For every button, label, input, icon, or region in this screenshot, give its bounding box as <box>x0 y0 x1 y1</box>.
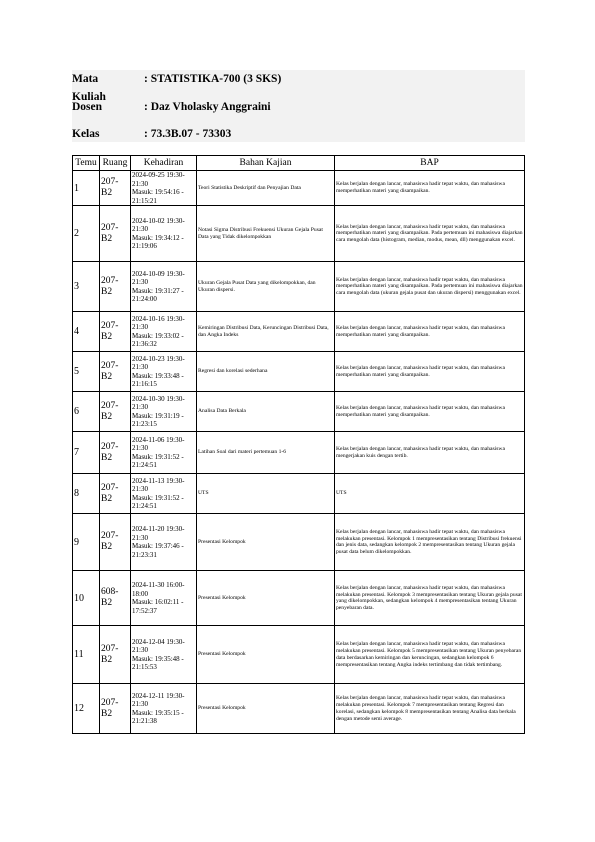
table-row <box>73 626 525 684</box>
bap-cell: Kelas berjalan dengan lancar, mahasiswa hadir tepat waktu, dan mahasiswa memperhatikan materi yang disampaikan. <box>335 352 525 392</box>
room-cell: 207-B2 <box>100 392 131 432</box>
header-kehadiran: Kehadiran <box>131 156 197 171</box>
checkin-text: Masuk: 19:31:52 - 21:24:51 <box>132 452 184 470</box>
meeting-number: 9 <box>73 514 100 571</box>
meeting-number: 12 <box>73 684 100 734</box>
table-row <box>73 206 525 262</box>
header-bahan-kajian: Bahan Kajian <box>197 156 335 171</box>
course-value: : STATISTIKA-700 (3 SKS) <box>144 73 282 85</box>
schedule-text: 2024-09-25 19:30-21:30 <box>132 171 185 188</box>
attendance-cell <box>131 262 197 312</box>
attendance-cell <box>131 474 197 514</box>
bap-cell: Kelas berjalan dengan lancar, mahasiswa hadir tepat waktu, dan mahasiswa mengerjakan kuis dengan tertib. <box>335 432 525 474</box>
class-label: Kelas <box>72 128 100 140</box>
attendance-cell <box>131 206 197 262</box>
checkin-text: Masuk: 19:37:46 - 21:23:31 <box>132 542 184 559</box>
meeting-number: 4 <box>73 312 100 352</box>
lecturer-value: : Daz Vholasky Anggraini <box>144 101 271 113</box>
class-value: : 73.3B.07 - 73303 <box>144 128 232 140</box>
attendance-cell <box>131 684 197 734</box>
checkin-text: Masuk: 19:33:48 - 21:16:15 <box>132 371 184 389</box>
bap-cell: Kelas berjalan dengan lancar, mahasiswa hadir tepat waktu, dan mahasiswa melakukan presentasi. Kelompok 5 mempresentasikan tentang Ukuran penyebaran data berdasarkan kemiringan dan keruncingan, sedangkan kelompok 6 mempresentasikan tentang Angka indeks tertimbang dan tidak tertimbang. <box>335 626 525 684</box>
schedule-text: 2024-10-09 19:30-21:30 <box>132 269 185 287</box>
meeting-number: 5 <box>73 352 100 392</box>
schedule-text: 2024-10-02 19:30-21:30 <box>132 216 185 234</box>
course-info-panel <box>72 70 525 142</box>
bap-cell: UTS <box>335 474 525 514</box>
schedule-text: 2024-12-11 19:30-21:30 <box>132 691 185 709</box>
schedule-text: 2024-11-20 19:30-21:30 <box>132 525 185 542</box>
room-cell: 207-B2 <box>100 312 131 352</box>
schedule-text: 2024-11-13 19:30-21:30 <box>132 476 185 494</box>
topic-cell: Latihan Soal dari materi pertemuan 1-6 <box>197 432 335 474</box>
table-header-row <box>73 156 525 171</box>
table-row <box>73 684 525 734</box>
table-row <box>73 514 525 571</box>
checkin-text: Masuk: 19:33:02 - 21:36:32 <box>132 331 184 349</box>
schedule-text: 2024-10-23 19:30-21:30 <box>132 354 185 372</box>
bap-cell: Kelas berjalan dengan lancar, mahasiswa hadir tepat waktu, dan mahasiswa memperhatikan materi yang disampaikan. <box>335 392 525 432</box>
attendance-cell <box>131 171 197 206</box>
topic-cell: Teori Statistika Deskriptif dan Penyajian Data <box>197 171 335 206</box>
header-bap: BAP <box>335 156 525 171</box>
table-row <box>73 171 525 206</box>
lecturer-label: Dosen <box>72 101 103 113</box>
bap-cell: Kelas berjalan dengan lancar, mahasiswa hadir tepat waktu, dan mahasiswa melakukan presentasi. Kelompok 7 mempresentasikan tentang Regresi dan korelasi, sedangkan kelompok 8 mempresentasikan tentang Analisa data berkala dengan metode semi average. <box>335 684 525 734</box>
checkin-text: Masuk: 16:02:11 - 17:52:37 <box>132 598 184 615</box>
meeting-number: 7 <box>73 432 100 474</box>
checkin-text: Masuk: 19:31:52 - 21:24:51 <box>132 493 184 511</box>
schedule-text: 2024-10-30 19:30-21:30 <box>132 394 185 412</box>
course-label: Mata Kuliah <box>72 73 106 103</box>
room-cell: 207-B2 <box>100 262 131 312</box>
schedule-text: 2024-11-30 16:00-18:00 <box>132 581 185 598</box>
topic-cell: Notasi Sigma Distribusi Frekuensi Ukuran Gejala Pusat Data yang Tidak dikelompokkan <box>197 206 335 262</box>
meeting-number: 10 <box>73 571 100 626</box>
table-row <box>73 571 525 626</box>
room-cell: 207-B2 <box>100 626 131 684</box>
meeting-number: 11 <box>73 626 100 684</box>
table-row <box>73 432 525 474</box>
checkin-text: Masuk: 19:35:48 - 21:15:53 <box>132 654 184 672</box>
attendance-cell <box>131 312 197 352</box>
header-temu: Temu <box>73 156 100 171</box>
table-row <box>73 392 525 432</box>
attendance-table <box>72 155 525 734</box>
schedule-text: 2024-12-04 19:30-21:30 <box>132 637 185 655</box>
attendance-cell <box>131 352 197 392</box>
checkin-text: Masuk: 19:31:19 - 21:23:15 <box>132 411 184 429</box>
attendance-cell <box>131 626 197 684</box>
topic-cell: UTS <box>197 474 335 514</box>
bap-cell: Kelas berjalan dengan lancar, mahasiswa hadir tepat waktu, dan mahasiswa melakukan presentasi. Kelompok 3 mempresentasikan tentang Ukuran gejala pusat yang dikelompokkan, sedangkan kelompok 4 mempresentasikan tentang Ukuran penyebaran data. <box>335 571 525 626</box>
bap-cell: Kelas berjalan dengan lancar, mahasiswa hadir tepat waktu, dan mahasiswa memperhatikan materi yang disampaikan. Pada pertemuan ini mahasiswa diajarkan cara mengolah data (histogram, median, modus, mean, dll) menggunakan excel. <box>335 206 525 262</box>
schedule-text: 2024-11-06 19:30-21:30 <box>132 435 185 453</box>
header-ruang: Ruang <box>100 156 131 171</box>
room-cell: 207-B2 <box>100 514 131 571</box>
schedule-text: 2024-10-16 19:30-21:30 <box>132 314 185 332</box>
topic-cell: Kemiringan Distribusi Data, Keruncingan Distribusi Data, dan Angka Indeks <box>197 312 335 352</box>
topic-cell: Presentasi Kelompok <box>197 626 335 684</box>
table-row <box>73 352 525 392</box>
bap-cell: Kelas berjalan dengan lancar, mahasiswa hadir tepat waktu, dan mahasiswa memperhatikan materi yang disampaikan. <box>335 312 525 352</box>
topic-cell: Presentasi Kelompok <box>197 514 335 571</box>
topic-cell: Presentasi Kelompok <box>197 571 335 626</box>
room-cell: 207-B2 <box>100 206 131 262</box>
meeting-number: 2 <box>73 206 100 262</box>
room-cell: 608-B2 <box>100 571 131 626</box>
attendance-cell <box>131 432 197 474</box>
attendance-cell <box>131 571 197 626</box>
checkin-text: Masuk: 19:31:27 - 21:24:00 <box>132 286 184 304</box>
meeting-number: 8 <box>73 474 100 514</box>
topic-cell: Regresi dan korelasi sederhana <box>197 352 335 392</box>
room-cell: 207-B2 <box>100 474 131 514</box>
topic-cell: Ukuran Gejala Pusat Data yang dikelompokkan, dan Ukuran dispersi. <box>197 262 335 312</box>
topic-cell: Presentasi Kelompok <box>197 684 335 734</box>
meeting-number: 3 <box>73 262 100 312</box>
checkin-text: Masuk: 19:35:15 - 21:21:38 <box>132 708 184 726</box>
room-cell: 207-B2 <box>100 432 131 474</box>
room-cell: 207-B2 <box>100 684 131 734</box>
bap-cell: Kelas berjalan dengan lancar, mahasiswa hadir tepat waktu, dan mahasiswa memperhatikan materi yang disampaikan. Pada pertemuan ini mahasiswa diajarkan cara mengolah data (ukuran gejala pusat dan ukuran dispersi) menggunakan excel. <box>335 262 525 312</box>
table-row <box>73 312 525 352</box>
bap-cell: Kelas berjalan dengan lancar, mahasiswa hadir tepat waktu, dan mahasiswa memperhatikan materi yang disampaikan. <box>335 171 525 206</box>
checkin-text: Masuk: 19:34:12 - 21:19:06 <box>132 233 184 251</box>
topic-cell: Analisa Data Berkala <box>197 392 335 432</box>
table-row <box>73 262 525 312</box>
attendance-cell <box>131 392 197 432</box>
checkin-text: Masuk: 19:54:16 - 21:15:21 <box>132 188 184 205</box>
room-cell: 207-B2 <box>100 352 131 392</box>
meeting-number: 1 <box>73 171 100 206</box>
table-row <box>73 474 525 514</box>
bap-cell: Kelas berjalan dengan lancar, mahasiswa hadir tepat waktu, dan mahasiswa melakukan presentasi. Kelompok 1 mempresentasikan tentang Distribusi frekuensi dan jenis data, sedangkan kelompok 2 mempresentasikan tentang Ukuran gejala pusat data belum dikelompokkan. <box>335 514 525 571</box>
attendance-cell <box>131 514 197 571</box>
meeting-number: 6 <box>73 392 100 432</box>
room-cell: 207-B2 <box>100 171 131 206</box>
